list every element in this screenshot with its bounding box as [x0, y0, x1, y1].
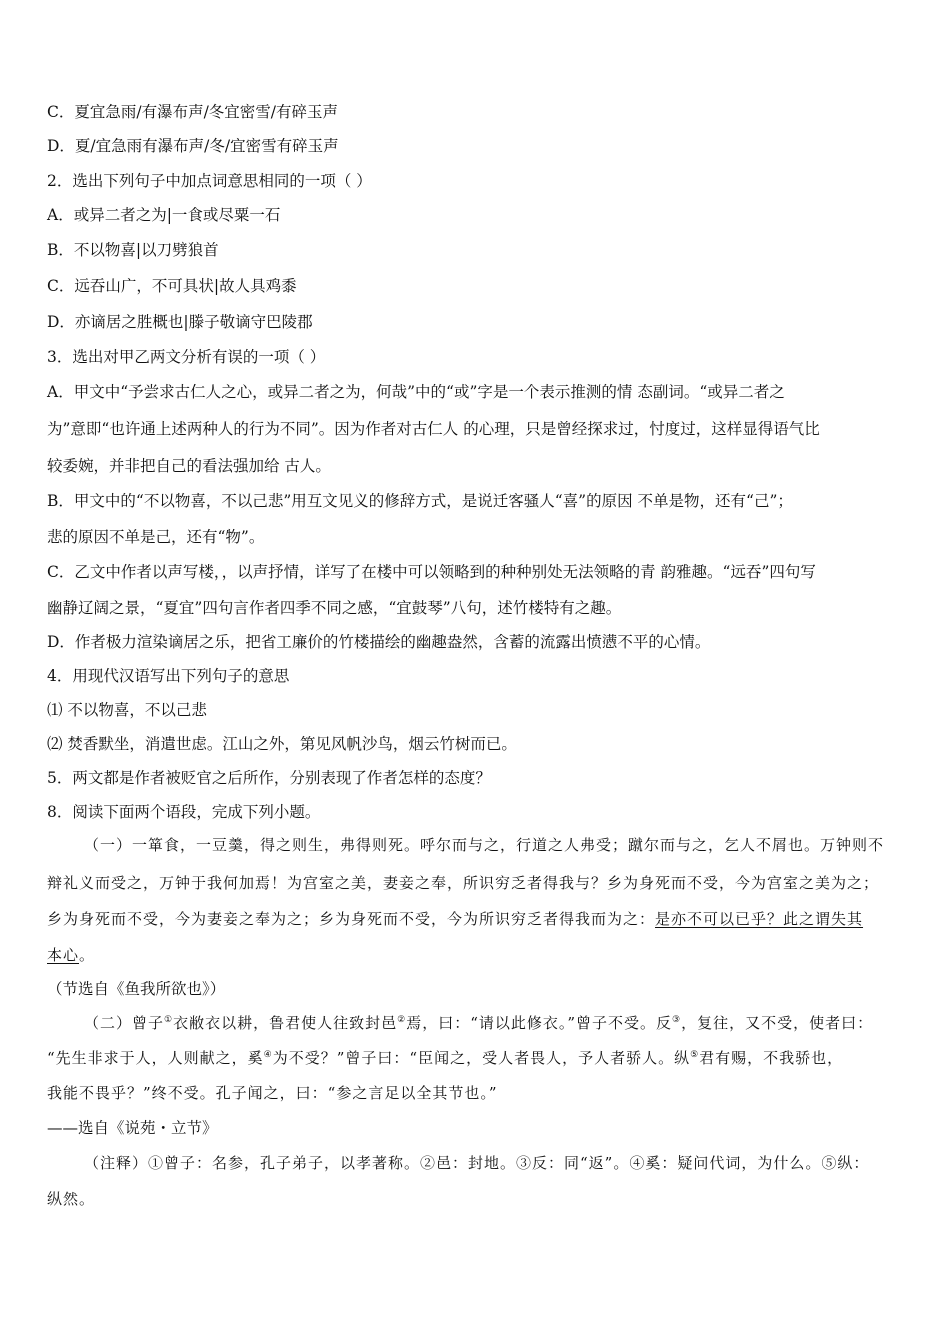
q3-option-c-line2: 幽静辽阔之景，“夏宜”四句言作者四季不同之感，“宜鼓琴”八句，述竹楼特有之趣。: [47, 599, 622, 617]
annotation-line2: 纵然。: [47, 1190, 96, 1208]
p2-text-e: “先生非求于人，人则献之，奚: [47, 1049, 264, 1067]
q4-item-1: ⑴ 不以物喜，不以己悲: [47, 701, 207, 719]
p2-text-a: （二）曾子: [84, 1014, 165, 1032]
q3-option-b-line2: 悲的原因不单是己，还有“物”。: [47, 528, 265, 546]
q3-option-b-line1: B．甲文中的“不以物喜，不以己悲”用互文见义的修辞方式，是说迁客骚人“喜”的原因 不单是物，还有“己”；: [47, 492, 793, 510]
underlined-sentence: 是亦不可以已乎？此之谓失其: [655, 910, 864, 928]
p2-text-d: ，复往，又不受，使者曰：: [681, 1014, 874, 1032]
question-2: 2．选出下列句子中加点词意思相同的一项（ ）: [47, 172, 372, 190]
q2-option-b: B．不以物喜|以刀劈狼首: [47, 241, 219, 259]
q3-option-a-line2: 为”意即“也许通上述两种人的行为不同”。因为作者对古仁人 的心理，只是曾经探求过，忖度过，这样显得语气比: [47, 420, 820, 438]
footnote-ref-1: ①: [164, 1015, 174, 1025]
footnote-ref-3: ③: [672, 1015, 682, 1025]
passage-2-source: ——选自《说苑・立节》: [47, 1119, 218, 1137]
q2-option-d: D．亦谪居之胜概也|滕子敬谪守巴陵郡: [47, 313, 313, 331]
footnote-ref-5: ⑤: [690, 1050, 700, 1060]
passage-2-line1: [84, 1012, 873, 1034]
passage-1-line3-text: 乡为身死而不受，今为妻妾之奉为之；乡为身死而不受，今为所识穷乏者得我而为之：: [47, 910, 656, 928]
passage-2-line2: [47, 1047, 843, 1069]
p2-text-b: 衣敝衣以耕，鲁君使人往致封邑: [173, 1014, 398, 1032]
question-4: 4．用现代汉语写出下列句子的意思: [47, 667, 290, 685]
q4-item-2: ⑵ 焚香默坐，消遣世虑。江山之外，第见风帆沙鸟，烟云竹树而已。: [47, 735, 517, 753]
passage-1-source: （节选自《鱼我所欲也》）: [47, 980, 226, 998]
q3-option-c-line1: C．乙文中作者以声写楼，，以声抒情，详写了在楼中可以领略到的种种别处无法领略的青 韵雅趣。“远吞”四句写: [47, 563, 816, 581]
q3-option-d: D．作者极力渲染谪居之乐，把省工廉价的竹楼描绘的幽趣盎然，含蓄的流露出愤懑不平的心情。: [47, 633, 711, 651]
passage-1-end-punct: 。: [79, 946, 96, 964]
q2-option-c: C．远吞山广，不可具状|故人具鸡黍: [47, 277, 297, 295]
question-3: 3．选出对甲乙两文分析有误的一项（ ）: [47, 348, 326, 366]
p2-text-c: 焉，曰：“请以此修衣。”曾子不受。反: [406, 1014, 673, 1032]
p2-text-g: 君有赐，不我骄也，: [699, 1049, 844, 1067]
question-5: 5．两文都是作者被贬官之后所作，分别表现了作者怎样的态度？: [47, 769, 491, 787]
q3-option-a-line3: 较委婉，并非把自己的看法强加给 古人。: [47, 457, 331, 475]
q2-option-a: A．或异二者之为|一食或尽粟一石: [47, 206, 281, 224]
p2-text-f: 为不受？”曾子曰：“臣闻之，受人者畏人，予人者骄人。纵: [272, 1049, 691, 1067]
passage-2-line3: 我能不畏乎？”终不受。孔子闻之，曰：“参之言足以全其节也。”: [47, 1084, 498, 1102]
option-d-text: D．夏/宜急雨有瀑布声/冬/宜密雪有碎玉声: [47, 137, 339, 155]
question-8: 8．阅读下面两个语段，完成下列小题。: [47, 803, 321, 821]
passage-1-line4: [47, 944, 95, 966]
passage-1-line3: [47, 908, 863, 930]
footnote-ref-4: ④: [263, 1050, 273, 1060]
footnote-ref-2: ②: [397, 1015, 407, 1025]
option-c-text: C．夏宜急雨/有瀑布声/冬宜密雪/有碎玉声: [47, 103, 339, 121]
underlined-sentence-end: 本心: [47, 946, 80, 964]
annotation-line1: （注释）①曾子：名参，孔子弟子，以孝著称。②邑：封地。③反：同“返”。④奚：疑问代词，为什么。⑤纵：: [84, 1154, 870, 1172]
passage-1-line1: （一）一箪食，一豆羹，得之则生，弗得则死。呼尔而与之，行道之人弗受；蹴尔而与之，乞人不屑也。万钟则不: [84, 836, 885, 854]
q3-option-a-line1: A．甲文中“予尝求古仁人之心，或异二者之为，何哉”中的“或”字是一个表示推测的情 态副词。“或异二者之: [47, 383, 785, 401]
passage-1-line2: 辩礼义而受之，万钟于我何加焉！为宫室之美，妻妾之奉，所识穷乏者得我与？乡为身死而不受，今为宫室之美为之；: [47, 874, 880, 892]
